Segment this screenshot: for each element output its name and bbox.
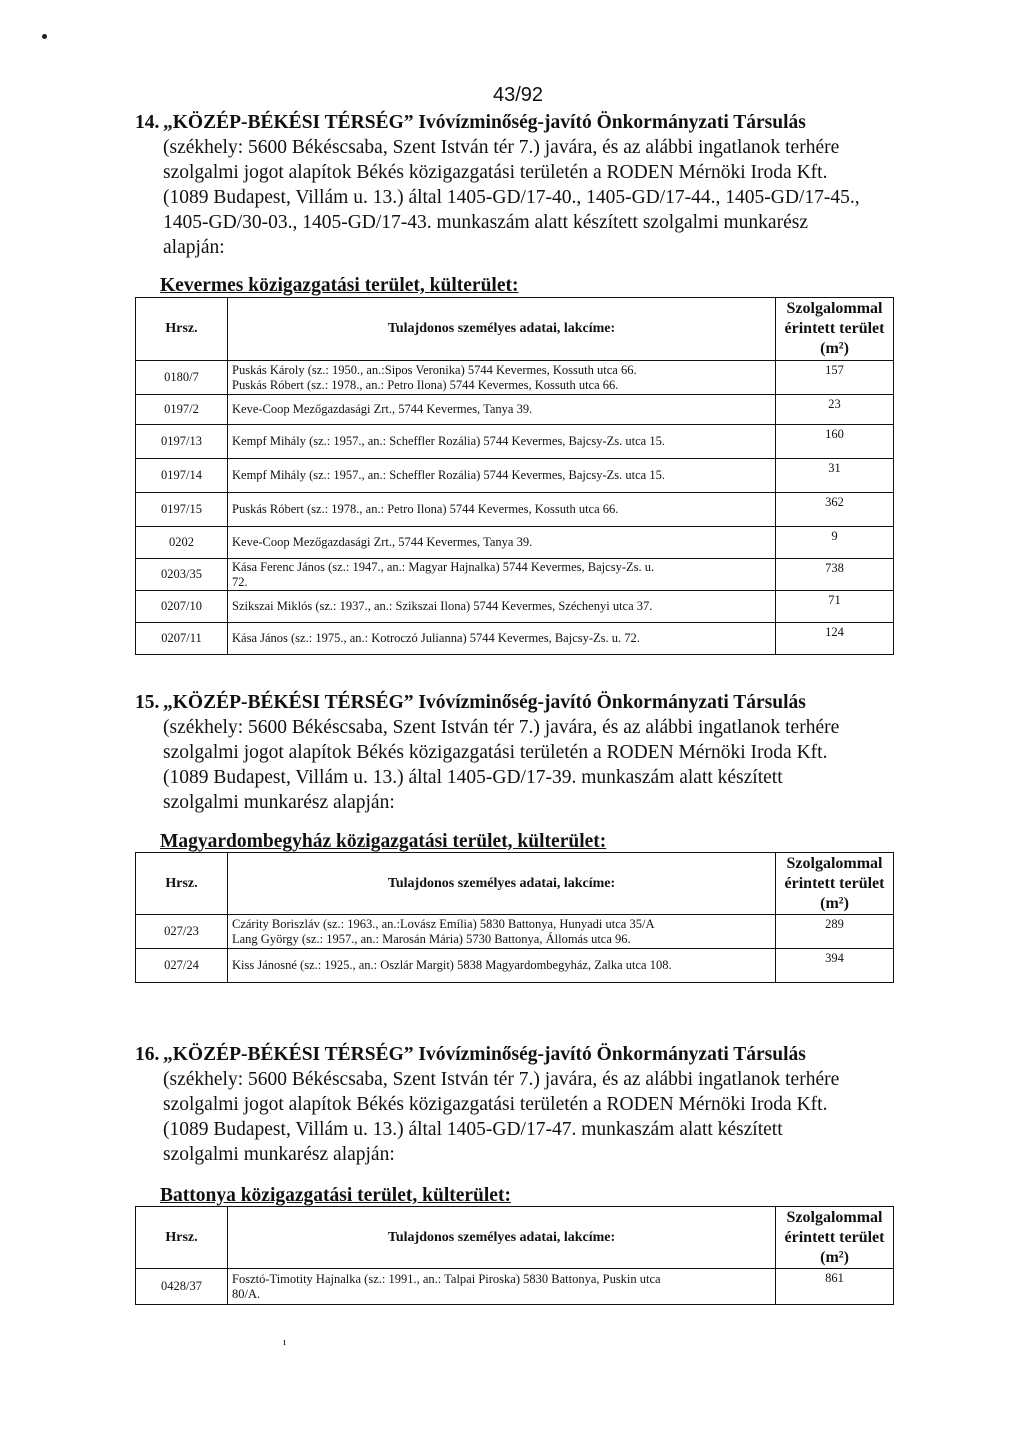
- col-owner: Tulajdonos személyes adatai, lakcíme:: [228, 1207, 776, 1269]
- paragraph-line: szolgalmi jogot alapítok Békés közigazgatási területén a RODEN Mérnöki Iroda Kft.: [163, 1094, 828, 1115]
- table-row: 027/24 Kiss Jánosné (sz.: 1925., an.: Oszlár Margit) 5838 Magyardombegyház, Zalka utca 108. 394: [136, 949, 894, 983]
- section-14: [0, 110, 1024, 260]
- col-hrsz: Hrsz.: [136, 1207, 228, 1269]
- table-row: 0197/14 Kempf Mihály (sz.: 1957., an.: Scheffler Rozália) 5744 Kevermes, Bajcsy-Zs. utca 15. 31: [136, 459, 894, 493]
- table-header-row: [136, 1207, 894, 1269]
- table-row: 0207/11 Kása János (sz.: 1975., an.: Kotroczó Julianna) 5744 Kevermes, Bajcsy-Zs. u. 72. 124: [136, 623, 894, 655]
- table-header-row: [136, 853, 894, 915]
- table-title: Battonya közigazgatási terület, külterület:: [160, 1185, 511, 1206]
- paragraph-line: (1089 Budapest, Villám u. 13.) által 1405-GD/17-39. munkaszám alatt készített: [163, 767, 783, 788]
- section-number: 16.: [135, 1044, 160, 1065]
- table-row: 0197/13 Kempf Mihály (sz.: 1957., an.: Scheffler Rozália) 5744 Kevermes, Bajcsy-Zs. utca 15. 160: [136, 425, 894, 459]
- scan-mark: ı: [283, 1336, 287, 1348]
- table-row: 027/23 Czárity Boriszláv (sz.: 1963., an.:Lovász Emília) 5830 Battonya, Hunyadi utca 35/A Lang György (sz.: 1957., an.: Marosán Mária) 5730 Battonya, Állomás utca 96. 289: [136, 915, 894, 949]
- easement-table: [135, 297, 894, 655]
- easement-table: [135, 1206, 894, 1305]
- paragraph-line: (székhely: 5600 Békéscsaba, Szent István tér 7.) javára, és az alábbi ingatlanok terhére: [163, 1069, 840, 1090]
- col-area: Szolgalommal érintett terület (m²): [776, 853, 894, 915]
- section-paragraph: [135, 110, 905, 260]
- table-row: 0202 Keve-Coop Mezőgazdasági Zrt., 5744 Kevermes, Tanya 39. 9: [136, 527, 894, 559]
- col-hrsz: Hrsz.: [136, 298, 228, 361]
- section-number: 15.: [135, 692, 160, 713]
- paragraph-line: szolgalmi munkarész alapján:: [163, 1144, 395, 1165]
- table-row: 0428/37 Fosztó-Timotity Hajnalka (sz.: 1991., an.: Talpai Piroska) 5830 Battonya, Puskin utca 80/A. 861: [136, 1269, 894, 1305]
- paragraph-line: (székhely: 5600 Békéscsaba, Szent István tér 7.) javára, és az alábbi ingatlanok terhére: [163, 717, 840, 738]
- table-row: 0203/35 Kása Ferenc János (sz.: 1947., an.: Magyar Hajnalka) 5744 Kevermes, Bajcsy-Zs. u. 72. 738: [136, 559, 894, 591]
- table-row: 0207/10 Szikszai Miklós (sz.: 1937., an.: Szikszai Ilona) 5744 Kevermes, Széchenyi utca 37. 71: [136, 591, 894, 623]
- paragraph-line: (székhely: 5600 Békéscsaba, Szent István tér 7.) javára, és az alábbi ingatlanok terhére: [163, 137, 840, 158]
- section-heading: „KÖZÉP-BÉKÉSI TÉRSÉG” Ivóvízminőség-javító Önkormányzati Társulás: [163, 1044, 806, 1065]
- table-row: 0180/7 Puskás Károly (sz.: 1950., an.:Sipos Veronika) 5744 Kevermes, Kossuth utca 66. Puskás Róbert (sz.: 1978., an.: Petro Ilona) 5744 Kevermes, Kossuth utca 66. 157: [136, 361, 894, 395]
- col-area: Szolgalommal érintett terület (m²): [776, 1207, 894, 1269]
- page-number: 43/92: [493, 84, 544, 106]
- table-title: Magyardombegyház közigazgatási terület, külterület:: [160, 831, 607, 852]
- section-paragraph: [135, 690, 905, 815]
- paragraph-line: (1089 Budapest, Villám u. 13.) által 1405-GD/17-40., 1405-GD/17-44., 1405-GD/17-45.,: [163, 187, 860, 208]
- paragraph-line: szolgalmi jogot alapítok Békés közigazgatási területén a RODEN Mérnöki Iroda Kft.: [163, 742, 828, 763]
- col-hrsz: Hrsz.: [136, 853, 228, 915]
- section-number: 14.: [135, 112, 160, 133]
- section-15: [0, 690, 1024, 815]
- paragraph-line: alapján:: [163, 237, 225, 258]
- section-16: [0, 1042, 1024, 1167]
- col-owner: Tulajdonos személyes adatai, lakcíme:: [228, 298, 776, 361]
- section-paragraph: [135, 1042, 905, 1167]
- col-owner: Tulajdonos személyes adatai, lakcíme:: [228, 853, 776, 915]
- paragraph-line: szolgalmi munkarész alapján:: [163, 792, 395, 813]
- easement-table: [135, 852, 894, 983]
- paragraph-line: szolgalmi jogot alapítok Békés közigazgatási területén a RODEN Mérnöki Iroda Kft.: [163, 162, 828, 183]
- section-heading: „KÖZÉP-BÉKÉSI TÉRSÉG” Ivóvízminőség-javító Önkormányzati Társulás: [163, 112, 806, 133]
- scan-speck: [42, 34, 47, 39]
- section-heading: „KÖZÉP-BÉKÉSI TÉRSÉG” Ivóvízminőség-javító Önkormányzati Társulás: [163, 692, 806, 713]
- table-row: 0197/15 Puskás Róbert (sz.: 1978., an.: Petro Ilona) 5744 Kevermes, Kossuth utca 66. 362: [136, 493, 894, 527]
- table-header-row: [136, 298, 894, 361]
- table-row: 0197/2 Keve-Coop Mezőgazdasági Zrt., 5744 Kevermes, Tanya 39. 23: [136, 395, 894, 425]
- paragraph-line: (1089 Budapest, Villám u. 13.) által 1405-GD/17-47. munkaszám alatt készített: [163, 1119, 783, 1140]
- paragraph-line: 1405-GD/30-03., 1405-GD/17-43. munkaszám alatt készített szolgalmi munkarész: [163, 212, 808, 233]
- col-area: Szolgalommal érintett terület (m²): [776, 298, 894, 361]
- table-title: Kevermes közigazgatási terület, külterület:: [160, 275, 519, 296]
